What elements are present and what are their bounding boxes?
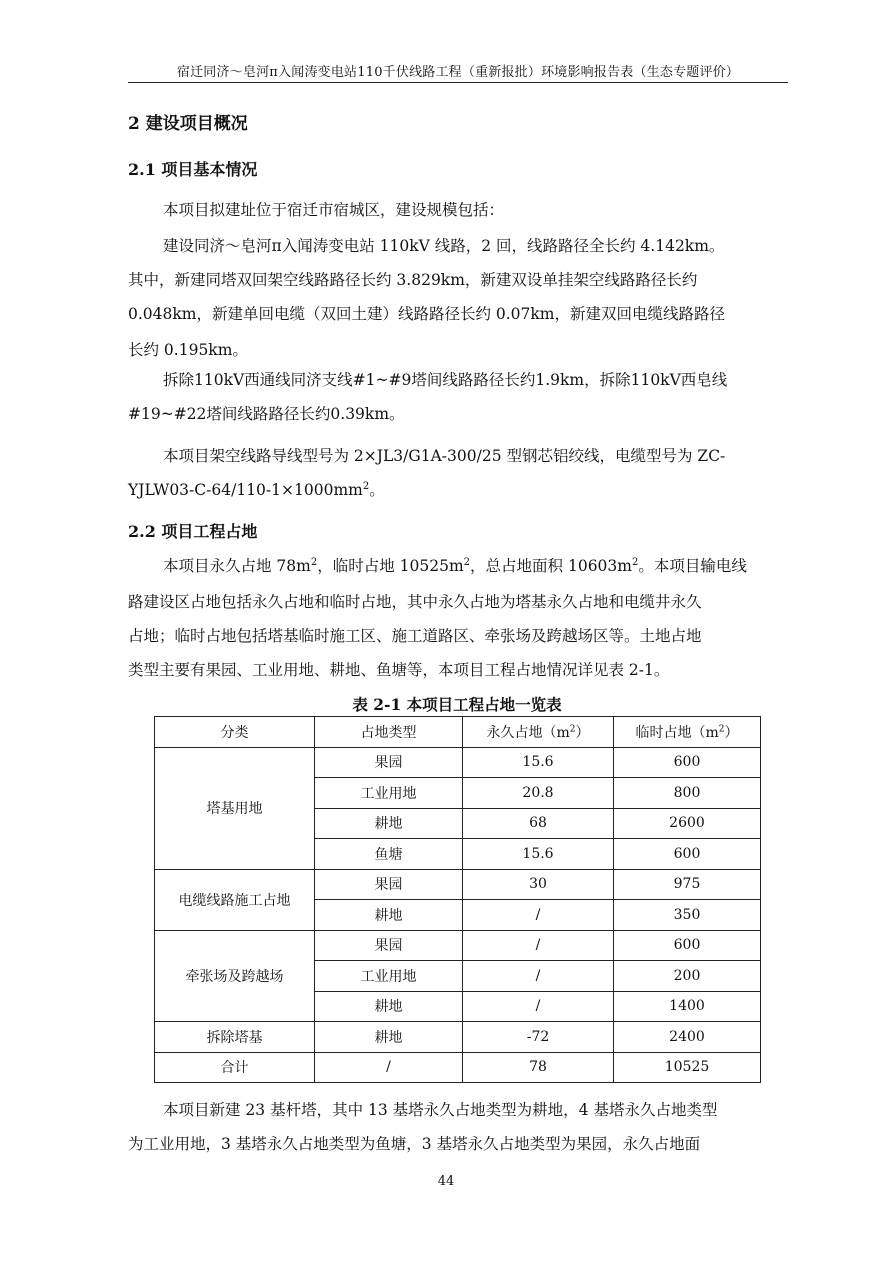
category-cell: 拆除塔基 (155, 1022, 315, 1053)
table-header-row (155, 717, 761, 748)
table-cell: 600 (614, 747, 761, 778)
header-text: ） (575, 724, 590, 741)
paragraph-line: 路建设区占地包括永久占地和临时占地，其中永久占地为塔基永久占地和电缆井永久 (128, 593, 702, 611)
table-cell: / (463, 991, 614, 1022)
running-header: 宿迁同济～皂河π入闻涛变电站110千伏线路工程（重新报批）环境影响报告表（生态专题评价） (176, 65, 740, 80)
table-cell: / (463, 930, 614, 961)
table-cell: 耕地 (315, 900, 463, 931)
table-cell: 800 (614, 778, 761, 809)
table-row (155, 930, 761, 961)
table-cell: 耕地 (315, 808, 463, 839)
table-cell: 耕地 (315, 991, 463, 1022)
superscript: 2 (569, 724, 576, 735)
column-header: 占地类型 (315, 717, 463, 748)
category-cell: 塔基用地 (155, 747, 315, 869)
paragraph-line: 占地；临时占地包括塔基临时施工区、施工道路区、牵张场及跨越场区等。土地占地 (128, 627, 702, 645)
table-cell: 2400 (614, 1022, 761, 1053)
paragraph-line: 类型主要有果园、工业用地、耕地、鱼塘等，本项目工程占地情况详见表 2-1。 (128, 661, 670, 679)
table-cell: 果园 (315, 930, 463, 961)
table-cell: 工业用地 (315, 961, 463, 992)
text-fragment: ，临时占地 10525m (317, 557, 464, 575)
table-cell: 78 (463, 1052, 614, 1083)
table-cell: / (315, 1052, 463, 1083)
table-cell: 耕地 (315, 1022, 463, 1053)
paragraph-line: 本项目新建 23 基杆塔，其中 13 基塔永久占地类型为耕地，4 基塔永久占地类型 (163, 1101, 718, 1119)
superscript: 2 (362, 480, 370, 492)
superscript: 2 (463, 556, 471, 568)
table-cell: 15.6 (463, 839, 614, 870)
paragraph-line: 建设同济～皂河π入闻涛变电站 110kV 线路，2 回，线路路径全长约 4.142km。 (163, 237, 725, 255)
table-cell: 1400 (614, 991, 761, 1022)
column-header (463, 717, 614, 748)
paragraph-line: 本项目架空线路导线型号为 2×JL3/G1A-300/25 型钢芯铝绞线，电缆型号为 ZC- (163, 447, 726, 465)
table-cell: 工业用地 (315, 778, 463, 809)
paragraph-line: 0.048km，新建单回电缆（双回土建）线路路径长约 0.07km，新建双回电缆线路路径 (128, 305, 725, 323)
table-cell: 10525 (614, 1052, 761, 1083)
superscript: 2 (310, 556, 318, 568)
header-divider (128, 82, 788, 83)
table-row (155, 1022, 761, 1053)
table-cell: 15.6 (463, 747, 614, 778)
paragraph-line: 拆除110kV西通线同济支线#1~#9塔间线路路径长约1.9km，拆除110kV西皂线 (163, 371, 728, 389)
subsection-heading-2-1: 2.1 项目基本情况 (128, 160, 258, 179)
table-cell: 200 (614, 961, 761, 992)
paragraph-line (128, 478, 385, 500)
paragraph-intro: 本项目拟建址位于宿迁市宿城区，建设规模包括： (163, 201, 505, 219)
paragraph-line: 长约 0.195km。 (128, 341, 248, 359)
paragraph-line: #19~#22塔间线路路径长约0.39km。 (128, 405, 405, 423)
paragraph-line: 其中，新建同塔双回架空线路路径长约 3.829km，新建双设单挂架空线路路径长约 (128, 271, 698, 289)
table-cell: 975 (614, 869, 761, 900)
total-label: 合计 (155, 1052, 315, 1083)
page-number: 44 (437, 1174, 455, 1189)
superscript: 2 (631, 556, 639, 568)
cable-spec: YJLW03-C-64/110-1×1000mm (128, 481, 363, 499)
land-occupation-table (154, 716, 761, 1083)
text-fragment: 。本项目输电线 (638, 557, 747, 575)
table-cell: -72 (463, 1022, 614, 1053)
section-heading: 2 建设项目概况 (128, 114, 248, 134)
table-cell: 果园 (315, 747, 463, 778)
subsection-heading-2-2: 2.2 项目工程占地 (128, 522, 258, 541)
table-cell: 2600 (614, 808, 761, 839)
header-text: 临时占地（m (635, 724, 719, 741)
table-cell: 350 (614, 900, 761, 931)
punctuation: 。 (369, 481, 385, 499)
header-text: ） (724, 724, 739, 741)
column-header (614, 717, 761, 748)
table-cell: 果园 (315, 869, 463, 900)
table-cell: / (463, 900, 614, 931)
table-cell: / (463, 961, 614, 992)
paragraph-line: 为工业用地，3 基塔永久占地类型为鱼塘，3 基塔永久占地类型为果园，永久占地面 (128, 1135, 701, 1153)
table-caption: 表 2-1 本项目工程占地一览表 (352, 695, 562, 714)
table-row (155, 747, 761, 778)
table-cell: 20.8 (463, 778, 614, 809)
category-cell: 牵张场及跨越场 (155, 930, 315, 1022)
text-fragment: ，总占地面积 10603m (470, 557, 632, 575)
table-total-row (155, 1052, 761, 1083)
table-cell: 68 (463, 808, 614, 839)
table-cell: 600 (614, 930, 761, 961)
table-row (155, 869, 761, 900)
table-cell: 600 (614, 839, 761, 870)
table-cell: 30 (463, 869, 614, 900)
column-header: 分类 (155, 717, 315, 748)
superscript: 2 (718, 724, 725, 735)
text-fragment: 本项目永久占地 78m (163, 557, 311, 575)
category-cell: 电缆线路施工占地 (155, 869, 315, 930)
paragraph-line (163, 554, 747, 576)
header-text: 永久占地（m (486, 724, 570, 741)
table-cell: 鱼塘 (315, 839, 463, 870)
